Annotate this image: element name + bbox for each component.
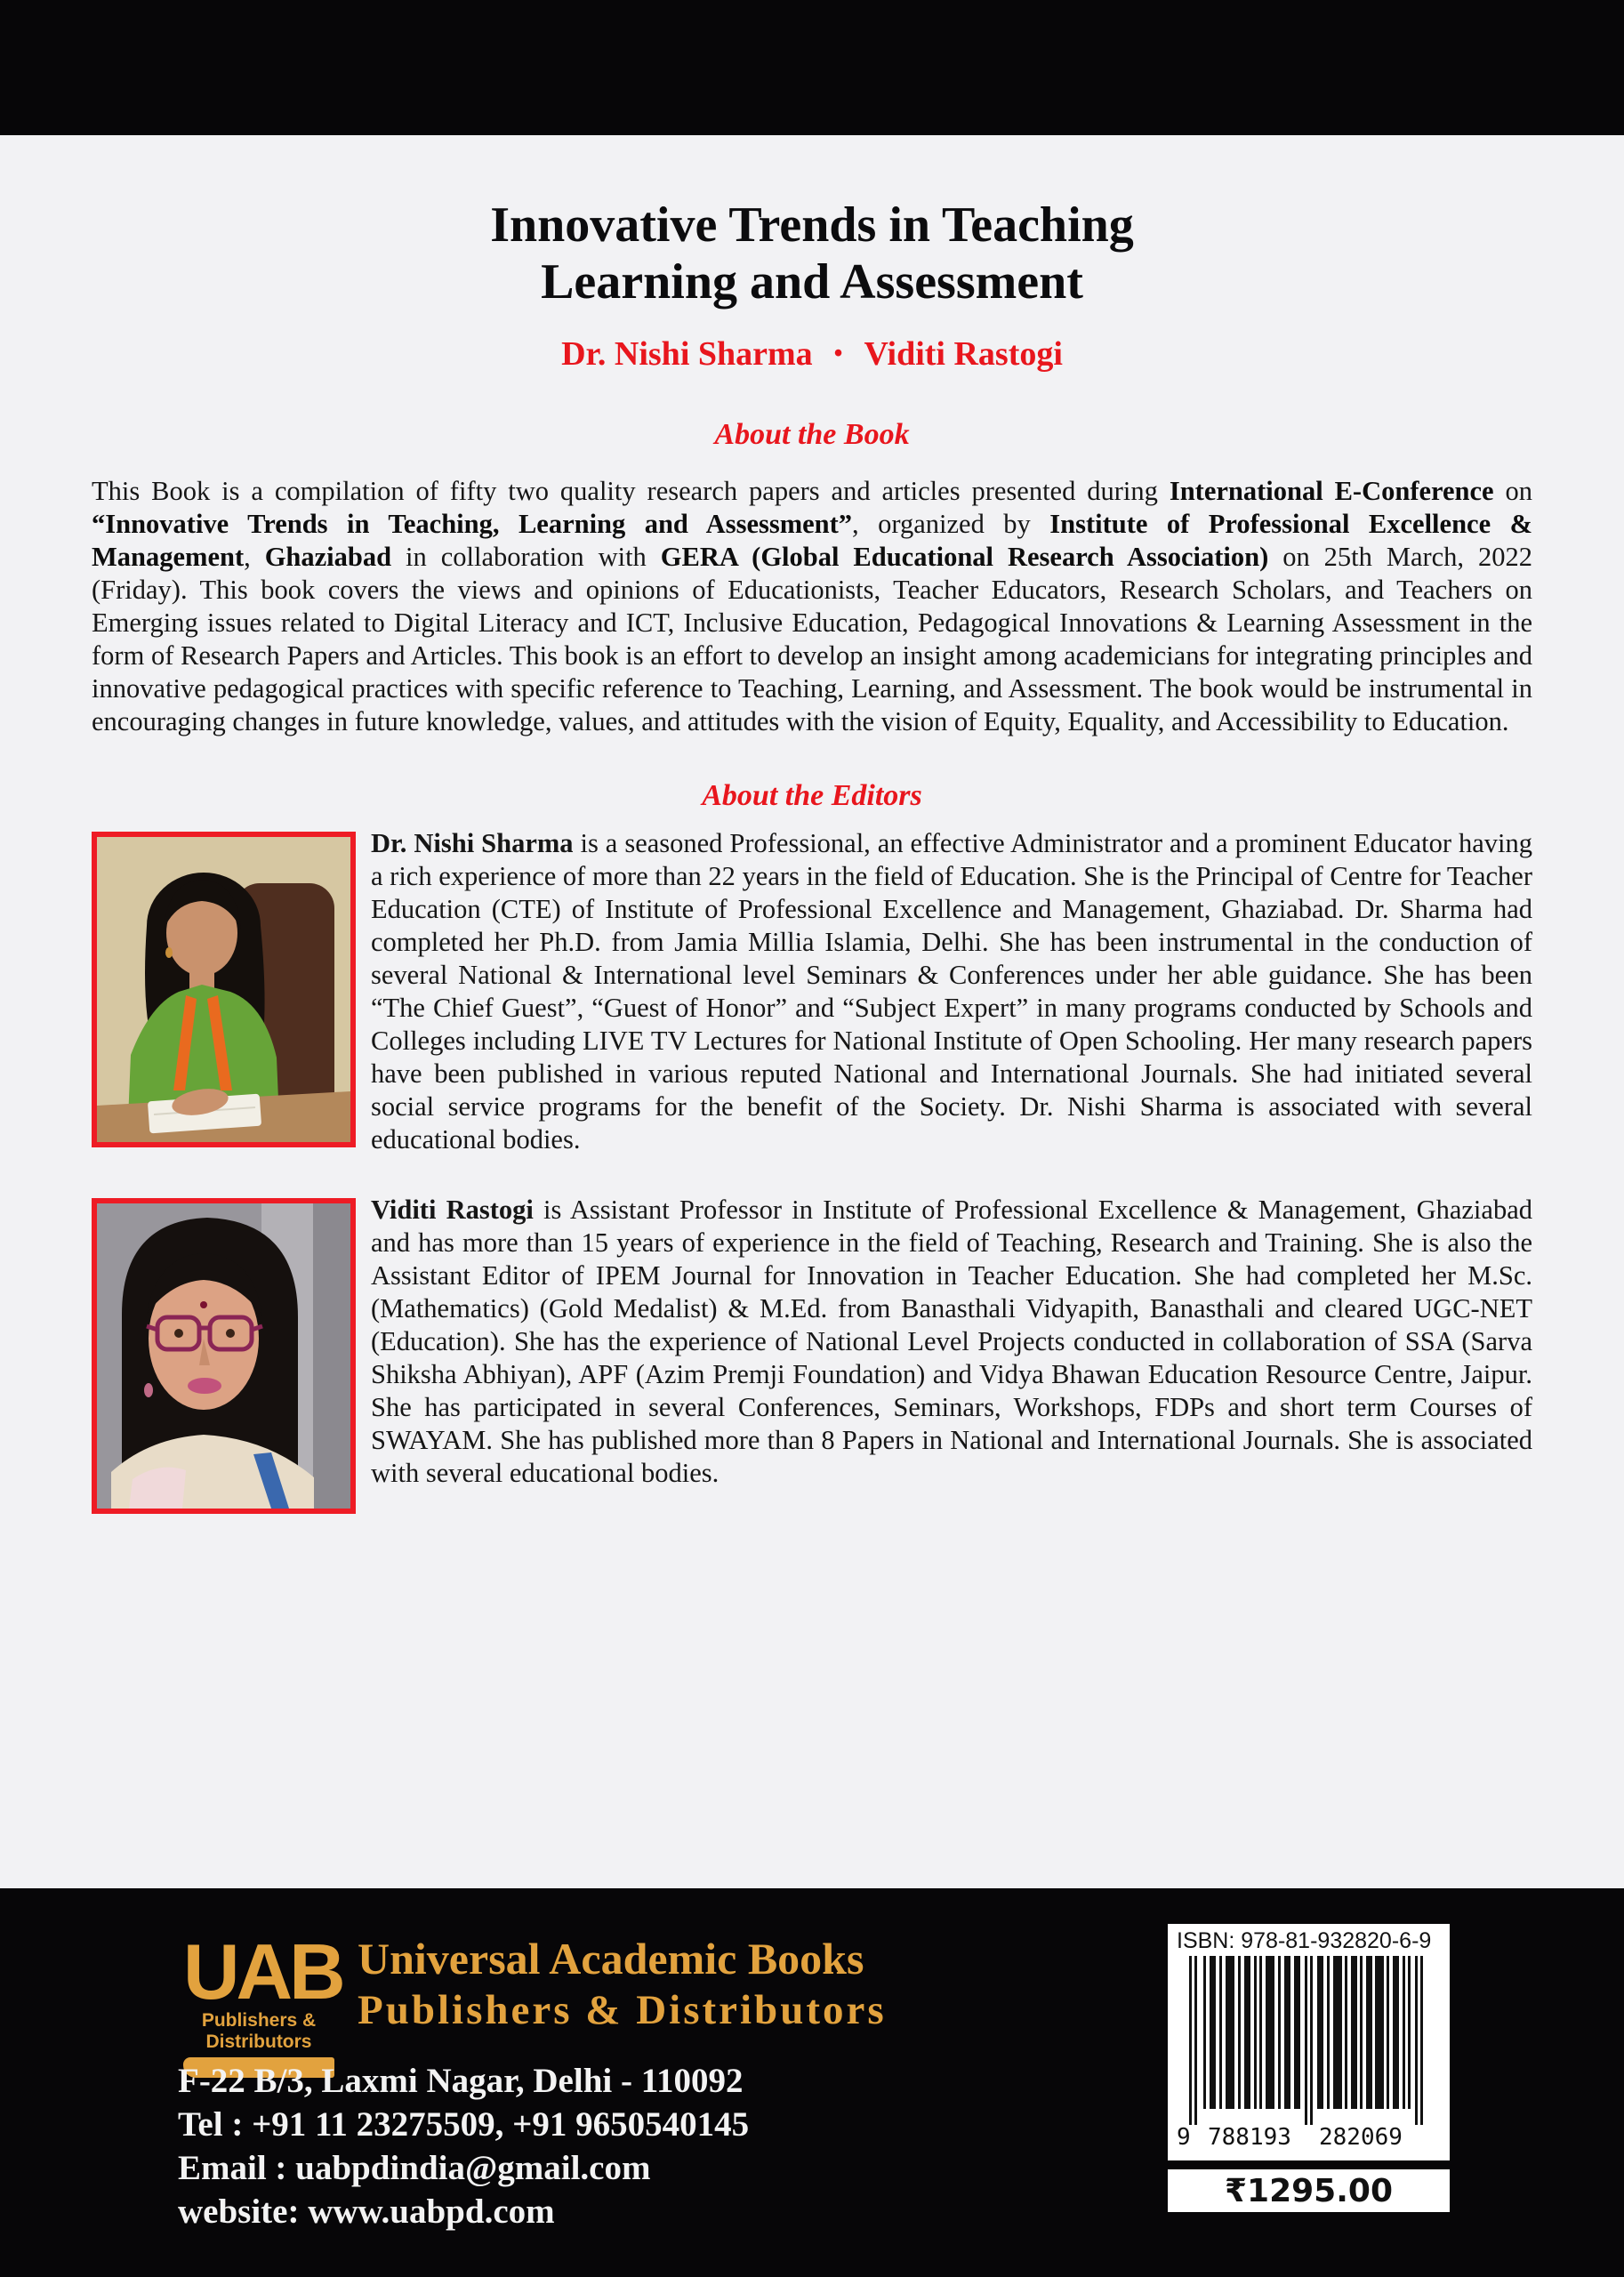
editor2-photo <box>92 1198 356 1514</box>
cover-body <box>0 135 1624 1888</box>
about-book-bold: International E-Conference <box>1169 475 1494 506</box>
author-1: Dr. Nishi Sharma <box>561 334 813 373</box>
about-book-bold: GERA (Global Educational Research Association) <box>660 541 1269 572</box>
publisher-footer <box>0 1888 1624 2277</box>
barcode-digits-group2: 788193 <box>1208 2124 1291 2150</box>
editor2-portrait-illustration <box>97 1203 350 1509</box>
uab-logo-acronym: UAB <box>183 1927 342 2016</box>
about-the-book-paragraph <box>92 475 1532 738</box>
book-title <box>92 197 1532 311</box>
about-book-bold: Ghaziabad <box>264 541 392 572</box>
editor2-name: Viditi Rastogi <box>371 1194 534 1225</box>
about-book-text: , organized by <box>852 508 1050 539</box>
isbn-number: ISBN: 978-81-932820-6-9 <box>1177 1928 1432 1953</box>
publisher-website: website: www.uabpd.com <box>178 2193 555 2231</box>
publisher-address: F-22 B/3, Laxmi Nagar, Delhi - 110092 <box>178 2062 744 2100</box>
about-the-editors-heading: About the Editors <box>702 778 922 812</box>
editor2-block <box>92 1194 1532 1490</box>
about-book-text: , <box>244 541 265 572</box>
book-title-line2: Learning and Assessment <box>541 253 1083 310</box>
publisher-name-line2: Publishers & Distributors <box>358 1987 887 2033</box>
about-book-bold: “Innovative Trends in Teaching, Learning and Assessment” <box>92 508 853 539</box>
uab-logo-sub-line1: Publishers & <box>201 2009 317 2031</box>
publisher-telephone: Tel : +91 11 23275509, +91 9650540145 <box>178 2105 750 2144</box>
uab-logo-sub-line2: Distributors <box>205 2031 312 2052</box>
editor1-block <box>92 827 1532 1156</box>
publisher-contact <box>178 2059 749 2233</box>
price-panel <box>1168 2169 1450 2212</box>
editor1-bio: is a seasoned Professional, an effective Administrator and a prominent Educator having a rich experience of more than 22 years in the field of Education. She is the Principal of Centre for Teacher Education (CTE) of Institute of Professional Excellence and Management, Ghaziabad. Dr. Sharma had completed her Ph.D. from Jamia Millia Islamia, Delhi. She has been instrumental in the conduction of several National & International level Seminars & Conferences under her able guidance. She has been “The Chief Guest”, “Guest of Honor” and “Subject Expert” in many programs conducted by Schools and Colleges including LIVE TV Lectures for National Institute of Open Schooling. Her many research papers have been published in various reputed National and International Journals. She had initiated several social service programs for the benefit of the Society. Dr. Nishi Sharma is associated with several educational bodies. <box>371 827 1532 1155</box>
top-black-band <box>0 0 1624 135</box>
publisher-name <box>358 1933 887 2036</box>
about-book-text: on <box>1493 475 1533 506</box>
bullet-separator-icon: • <box>833 339 843 367</box>
price-value: ₹1295.00 <box>1224 2172 1394 2209</box>
about-the-book-heading: About the Book <box>714 417 910 451</box>
editor2-bio: is Assistant Professor in Institute of Professional Excellence & Management, Ghaziabad and has more than 15 years of experience in the field of Teaching, Research and Training. She is also the Assistant Editor of IPEM Journal for Innovation in Teacher Education. She had completed her M.Sc. (Mathematics) (Gold Medalist) & M.Ed. from Banasthali Vidyapith, Banasthali and cleared UGC-NET (Education). She has the experience of National Level Projects conducted in collaboration of SSA (Sarva Shiksha Abhiyan), APF (Azim Premji Foundation) and Vidya Bhawan Education Resource Centre, Jaipur. She has participated in several Conferences, Seminars, Workshops, FDPs and short term Courses of SWAYAM. She has published more than 8 Papers in National and International Journals. She is associated with several educational bodies. <box>371 1194 1532 1488</box>
book-title-line1: Innovative Trends in Teaching <box>490 197 1134 253</box>
uab-logo <box>183 1927 342 2078</box>
barcode-digits-group1: 9 <box>1177 2124 1191 2150</box>
author-2: Viditi Rastogi <box>864 334 1063 373</box>
authors-line <box>92 334 1532 374</box>
editor1-portrait-illustration <box>97 837 350 1142</box>
about-book-text: on 25th March, 2022 (Friday). This book covers the views and opinions of Educationists, Teacher Educators, Research Scholars, and Teachers on Emerging issues related to Digital Literacy and ICT, Inclusive Education, Pedagogical Innovations & Learning Assessment in the form of Research Papers and Articles. This book is an effort to develop an insight among academicians for integrating principles and innovative pedagogical practices with specific reference to Teaching, Learning, and Assessment. The book would be instrumental in encouraging changes in future knowledge, values, and attitudes with the vision of Equity, Equality, and Accessibility to Education. <box>92 541 1533 736</box>
publisher-name-line1: Universal Academic Books <box>358 1934 864 1983</box>
barcode-digits-group3: 282069 <box>1319 2124 1403 2150</box>
editor1-name: Dr. Nishi Sharma <box>371 827 574 858</box>
editor1-photo <box>92 832 356 1147</box>
barcode <box>1177 1956 1441 2150</box>
about-book-text: This Book is a compilation of fifty two quality research papers and articles presented during <box>92 475 1170 506</box>
publisher-email: Email : uabpdindia@gmail.com <box>178 2149 651 2187</box>
about-book-text: in collaboration with <box>391 541 661 572</box>
isbn-panel <box>1168 1924 1450 2160</box>
about-book-bold: Institute of Professional Excellence & Management <box>92 508 1532 572</box>
